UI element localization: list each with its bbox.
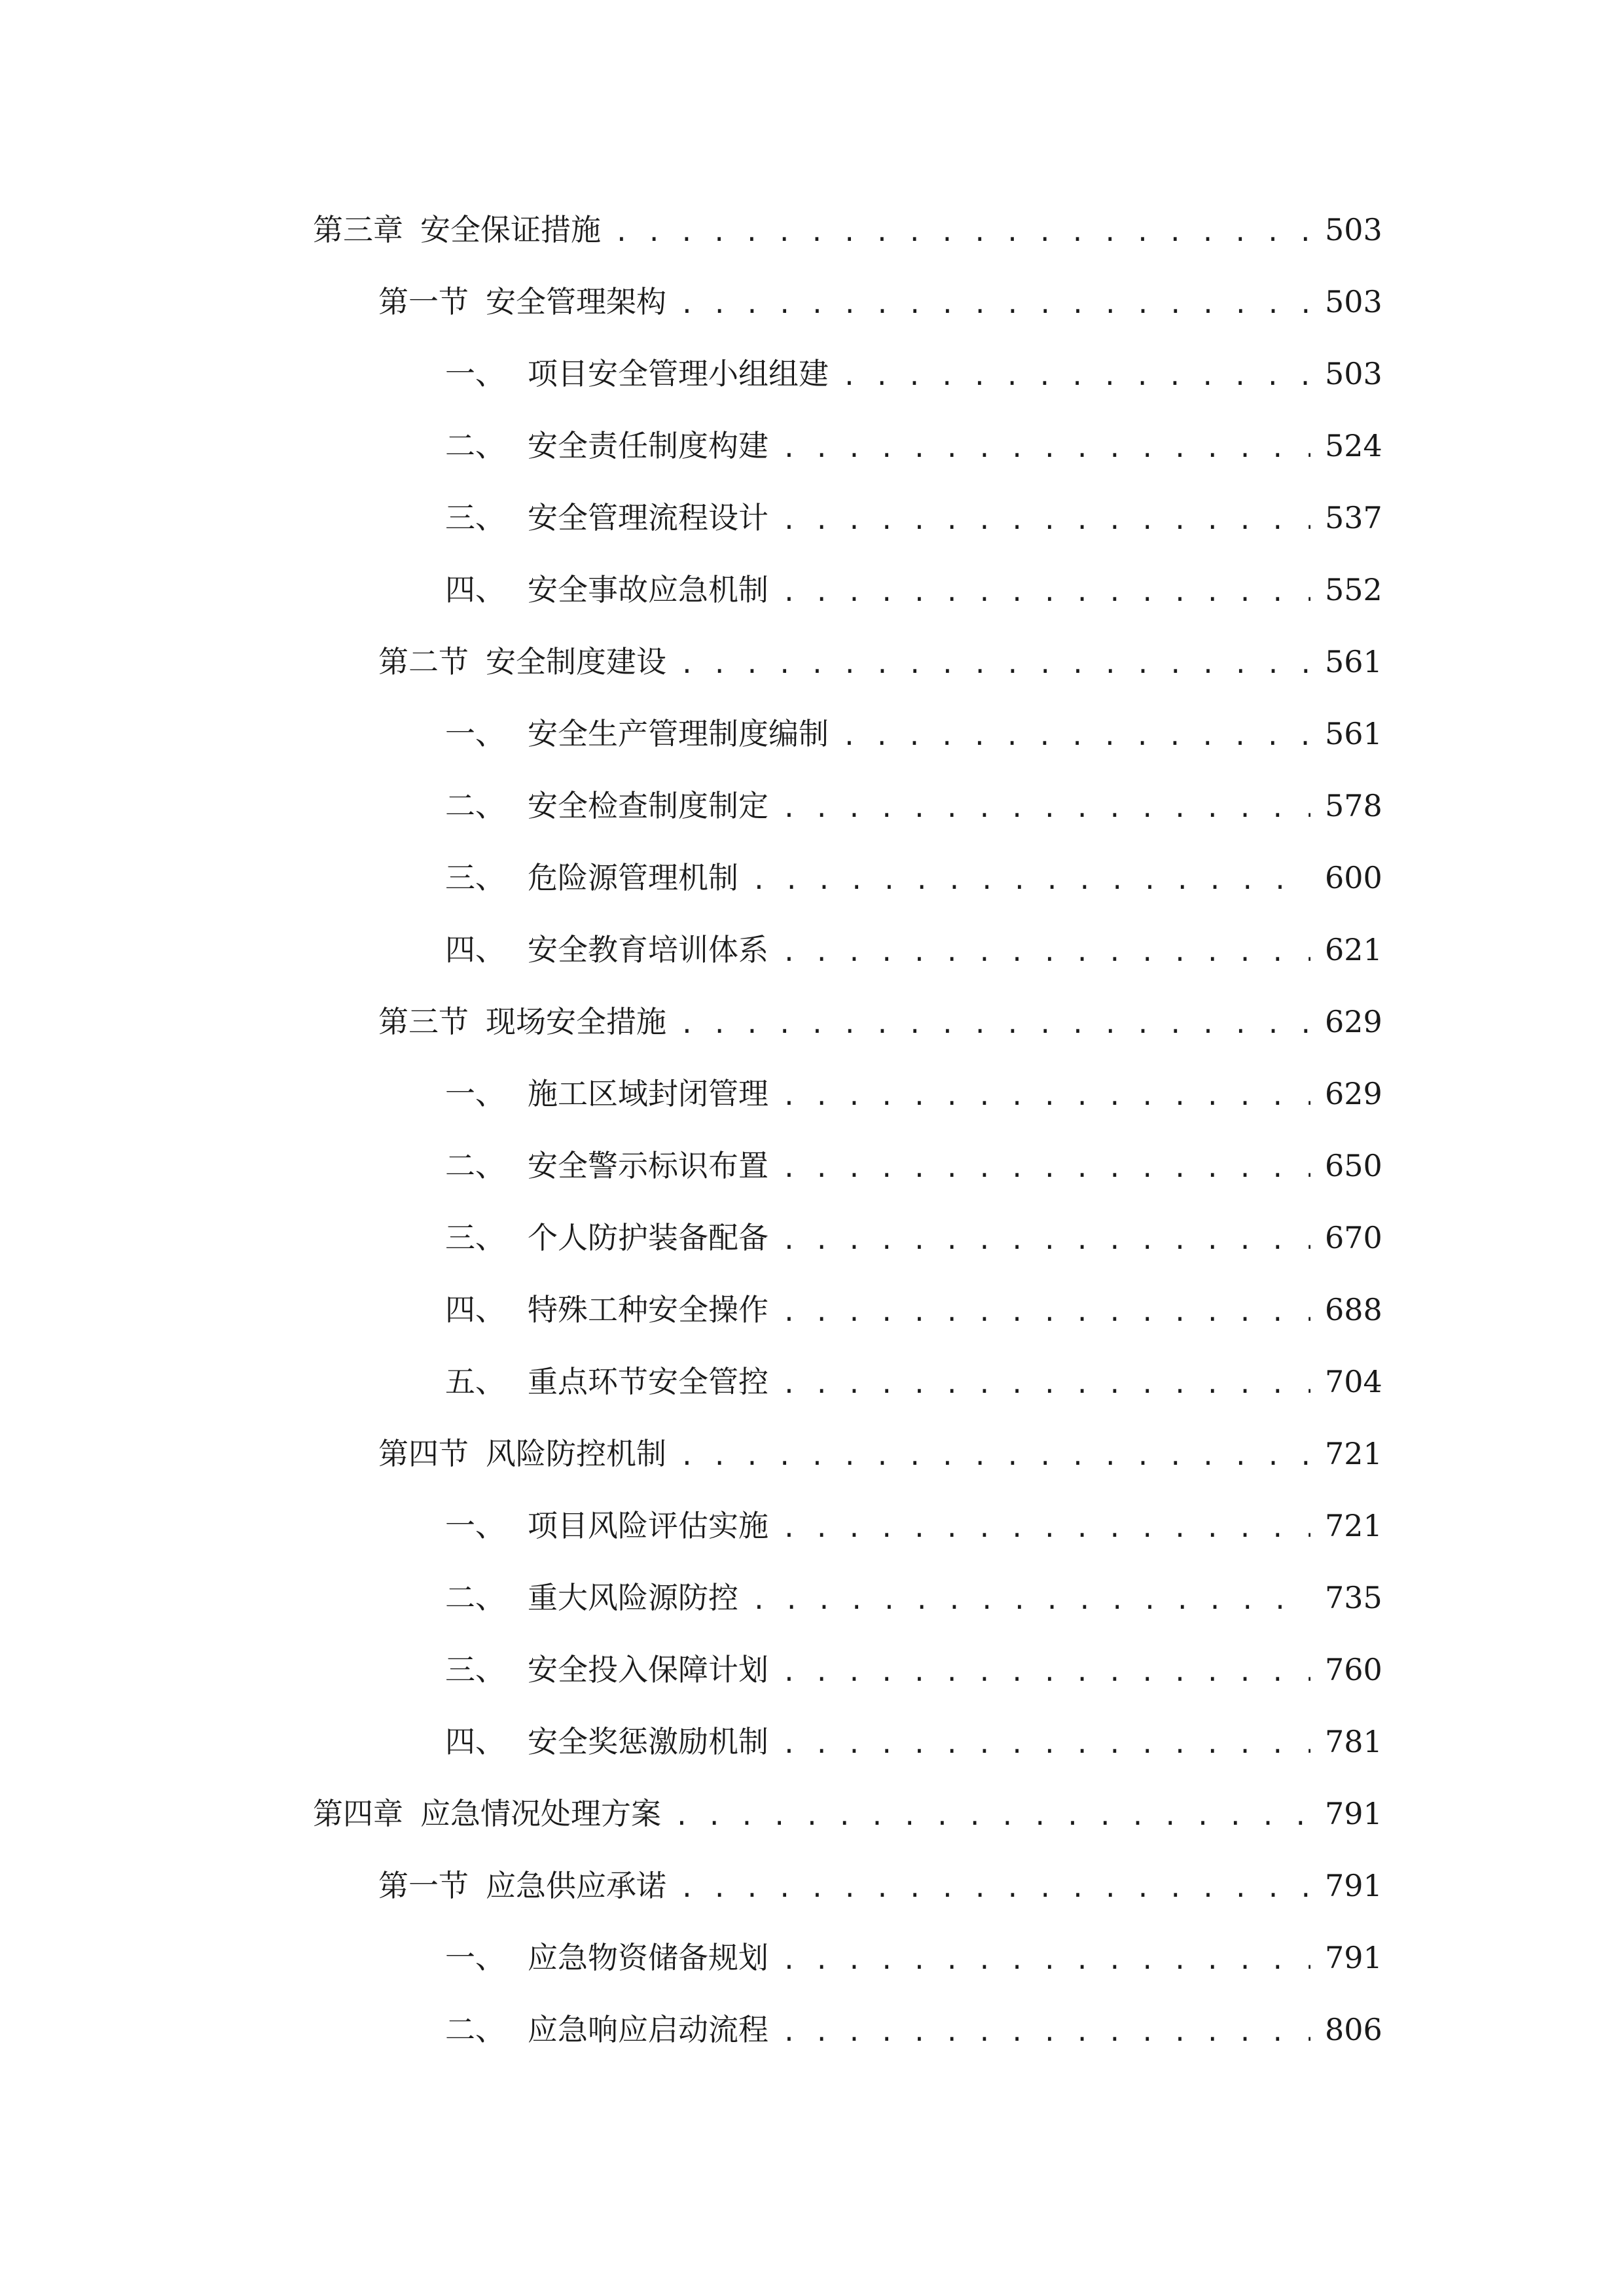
toc-entry-title: 重点环节安全管控 (528, 1364, 768, 1399)
toc-entry-title: 个人防护装备配备 (528, 1220, 768, 1255)
toc-entry-number: 第一节 (378, 1868, 469, 1903)
toc-entry-title: 应急供应承诺 (486, 1868, 666, 1903)
toc-entry-label (378, 284, 666, 319)
toc-entry-subsection[interactable] (0, 1490, 1624, 1562)
toc-entry-title: 安全制度建设 (486, 644, 666, 679)
toc-dot-leader (782, 1084, 1310, 1114)
toc-entry-label (313, 212, 601, 247)
toc-entry-title: 安全管理架构 (486, 284, 666, 319)
toc-entry-number: 一、 (445, 1508, 505, 1543)
toc-entry-section[interactable] (0, 1418, 1624, 1490)
toc-dot-leader (751, 868, 1310, 898)
toc-dot-leader (614, 220, 1310, 250)
toc-entry-number: 二、 (445, 788, 505, 823)
toc-entry-label (445, 788, 768, 823)
toc-entry-number: 一、 (445, 1076, 505, 1111)
toc-entry-number: 一、 (445, 1940, 505, 1975)
toc-entry-label (378, 1868, 666, 1903)
toc-entry-section[interactable] (0, 986, 1624, 1058)
toc-dot-leader (782, 1228, 1310, 1258)
toc-dot-leader (782, 1516, 1310, 1546)
toc-entry-number: 第三节 (378, 1004, 469, 1039)
toc-entry-label (378, 1436, 666, 1471)
toc-page-number: 721 (1325, 1436, 1382, 1471)
toc-entry-section[interactable] (0, 1850, 1624, 1922)
toc-entry-title: 重大风险源防控 (528, 1580, 738, 1615)
toc-entry-label (445, 860, 738, 895)
toc-entry-title: 项目安全管理小组组建 (528, 356, 829, 391)
toc-entry-subsection[interactable] (0, 1130, 1624, 1202)
toc-page-number: 552 (1325, 572, 1382, 607)
toc-dot-leader (782, 1300, 1310, 1330)
toc-entry-chapter-4[interactable] (0, 1778, 1624, 1850)
toc-entry-title: 危险源管理机制 (528, 860, 738, 895)
toc-entry-subsection[interactable] (0, 842, 1624, 914)
toc-page-number: 670 (1325, 1220, 1382, 1255)
toc-entry-label (313, 1796, 661, 1831)
toc-entry-subsection[interactable] (0, 1634, 1624, 1706)
toc-entry-number: 第一节 (378, 284, 469, 319)
toc-entry-label (445, 932, 768, 967)
toc-entry-number: 三、 (445, 1652, 505, 1687)
toc-page-number: 735 (1325, 1580, 1382, 1615)
toc-entry-number: 二、 (445, 428, 505, 463)
toc-entry-label (445, 1076, 768, 1111)
toc-entry-title: 安全事故应急机制 (528, 572, 768, 607)
toc-page-number: 561 (1325, 716, 1382, 751)
toc-entry-subsection[interactable] (0, 698, 1624, 770)
toc-dot-leader (782, 1660, 1310, 1690)
toc-entry-number: 二、 (445, 1580, 505, 1615)
toc-entry-number: 三、 (445, 1220, 505, 1255)
toc-page-number: 704 (1325, 1364, 1382, 1399)
toc-page-number: 760 (1325, 1652, 1382, 1687)
toc-dot-leader (782, 1156, 1310, 1186)
toc-entry-label (445, 356, 829, 391)
toc-entry-number: 第三章 (313, 212, 403, 247)
toc-entry-title: 安全责任制度构建 (528, 428, 768, 463)
toc-entry-subsection[interactable] (0, 1562, 1624, 1634)
toc-entry-section[interactable] (0, 626, 1624, 698)
toc-entry-title: 施工区域封闭管理 (528, 1076, 768, 1111)
toc-entry-number: 第二节 (378, 644, 469, 679)
toc-entry-number: 二、 (445, 2012, 505, 2047)
toc-entry-subsection[interactable] (0, 1274, 1624, 1346)
toc-page-number: 537 (1325, 500, 1382, 535)
toc-entry-title: 安全奖惩激励机制 (528, 1724, 768, 1759)
toc-entry-number: 五、 (445, 1364, 505, 1399)
toc-entry-label (445, 1220, 768, 1255)
toc-page-number: 721 (1325, 1508, 1382, 1543)
toc-dot-leader (679, 1444, 1310, 1474)
toc-dot-leader (782, 1732, 1310, 1762)
toc-entry-subsection[interactable] (0, 1346, 1624, 1418)
toc-page-number: 781 (1325, 1724, 1382, 1759)
toc-entry-number: 第四章 (313, 1796, 403, 1831)
toc-page-number: 629 (1325, 1004, 1382, 1039)
toc-entry-subsection[interactable] (0, 1058, 1624, 1130)
toc-entry-title: 应急情况处理方案 (420, 1796, 661, 1831)
toc-entry-label (445, 1292, 768, 1327)
toc-entry-title: 安全生产管理制度编制 (528, 716, 829, 751)
toc-dot-leader (782, 508, 1310, 538)
toc-entry-subsection[interactable] (0, 338, 1624, 410)
table-of-contents (0, 194, 1624, 2066)
toc-page-number: 503 (1325, 356, 1382, 391)
toc-entry-label (445, 1652, 768, 1687)
toc-page-number: 806 (1325, 2012, 1382, 2047)
toc-dot-leader (782, 1372, 1310, 1402)
toc-entry-subsection[interactable] (0, 1922, 1624, 1994)
toc-entry-label (445, 716, 829, 751)
toc-entry-chapter-3[interactable] (0, 194, 1624, 266)
toc-entry-label (445, 1580, 738, 1615)
toc-dot-leader (679, 1876, 1310, 1906)
toc-entry-title: 项目风险评估实施 (528, 1508, 768, 1543)
toc-entry-label (445, 1148, 768, 1183)
toc-entry-title: 风险防控机制 (486, 1436, 666, 1471)
toc-page-number: 503 (1325, 284, 1382, 319)
toc-entry-title: 应急物资储备规划 (528, 1940, 768, 1975)
toc-entry-subsection[interactable] (0, 1202, 1624, 1274)
toc-entry-title: 安全保证措施 (420, 212, 601, 247)
toc-entry-subsection[interactable] (0, 554, 1624, 626)
toc-dot-leader (782, 436, 1310, 466)
toc-entry-number: 四、 (445, 1724, 505, 1759)
toc-dot-leader (842, 364, 1310, 394)
toc-entry-label (445, 2012, 768, 2047)
toc-dot-leader (679, 652, 1310, 682)
toc-entry-label (378, 1004, 666, 1039)
toc-dot-leader (679, 292, 1310, 322)
toc-page-number: 600 (1325, 860, 1382, 895)
toc-entry-title: 安全警示标识布置 (528, 1148, 768, 1183)
toc-entry-title: 安全管理流程设计 (528, 500, 768, 535)
toc-entry-subsection[interactable] (0, 914, 1624, 986)
toc-dot-leader (782, 2020, 1310, 2050)
toc-entry-subsection[interactable] (0, 482, 1624, 554)
toc-entry-label (445, 500, 768, 535)
toc-dot-leader (751, 1588, 1310, 1618)
toc-entry-subsection[interactable] (0, 1706, 1624, 1778)
toc-entry-number: 四、 (445, 572, 505, 607)
toc-page-number: 621 (1325, 932, 1382, 967)
toc-page-number: 578 (1325, 788, 1382, 823)
toc-entry-section[interactable] (0, 266, 1624, 338)
toc-entry-number: 第四节 (378, 1436, 469, 1471)
toc-entry-label (445, 1508, 768, 1543)
toc-entry-label (445, 428, 768, 463)
toc-page-number: 650 (1325, 1148, 1382, 1183)
toc-entry-title: 应急响应启动流程 (528, 2012, 768, 2047)
toc-entry-number: 四、 (445, 1292, 505, 1327)
toc-page-number: 791 (1325, 1940, 1382, 1975)
toc-entry-subsection[interactable] (0, 770, 1624, 842)
toc-dot-leader (679, 1012, 1310, 1042)
toc-entry-number: 三、 (445, 500, 505, 535)
toc-entry-title: 特殊工种安全操作 (528, 1292, 768, 1327)
toc-entry-label (445, 572, 768, 607)
toc-page-number: 791 (1325, 1868, 1382, 1903)
toc-entry-label (445, 1724, 768, 1759)
toc-dot-leader (782, 940, 1310, 970)
toc-dot-leader (782, 1948, 1310, 1978)
toc-entry-label (445, 1940, 768, 1975)
toc-entry-subsection[interactable] (0, 1994, 1624, 2066)
toc-entry-label (378, 644, 666, 679)
toc-page-number: 561 (1325, 644, 1382, 679)
toc-page-number: 524 (1325, 428, 1382, 463)
toc-entry-title: 安全教育培训体系 (528, 932, 768, 967)
toc-dot-leader (782, 580, 1310, 610)
toc-page-number: 791 (1325, 1796, 1382, 1831)
toc-entry-number: 一、 (445, 356, 505, 391)
toc-entry-subsection[interactable] (0, 410, 1624, 482)
toc-entry-number: 一、 (445, 716, 505, 751)
toc-entry-number: 二、 (445, 1148, 505, 1183)
toc-page-number: 629 (1325, 1076, 1382, 1111)
toc-entry-number: 三、 (445, 860, 505, 895)
toc-dot-leader (782, 796, 1310, 826)
toc-entry-title: 安全投入保障计划 (528, 1652, 768, 1687)
toc-dot-leader (842, 724, 1310, 754)
toc-page-number: 688 (1325, 1292, 1382, 1327)
toc-entry-title: 安全检查制度制定 (528, 788, 768, 823)
toc-entry-title: 现场安全措施 (486, 1004, 666, 1039)
toc-page-number: 503 (1325, 212, 1382, 247)
toc-entry-label (445, 1364, 768, 1399)
toc-entry-number: 四、 (445, 932, 505, 967)
toc-dot-leader (674, 1804, 1310, 1834)
